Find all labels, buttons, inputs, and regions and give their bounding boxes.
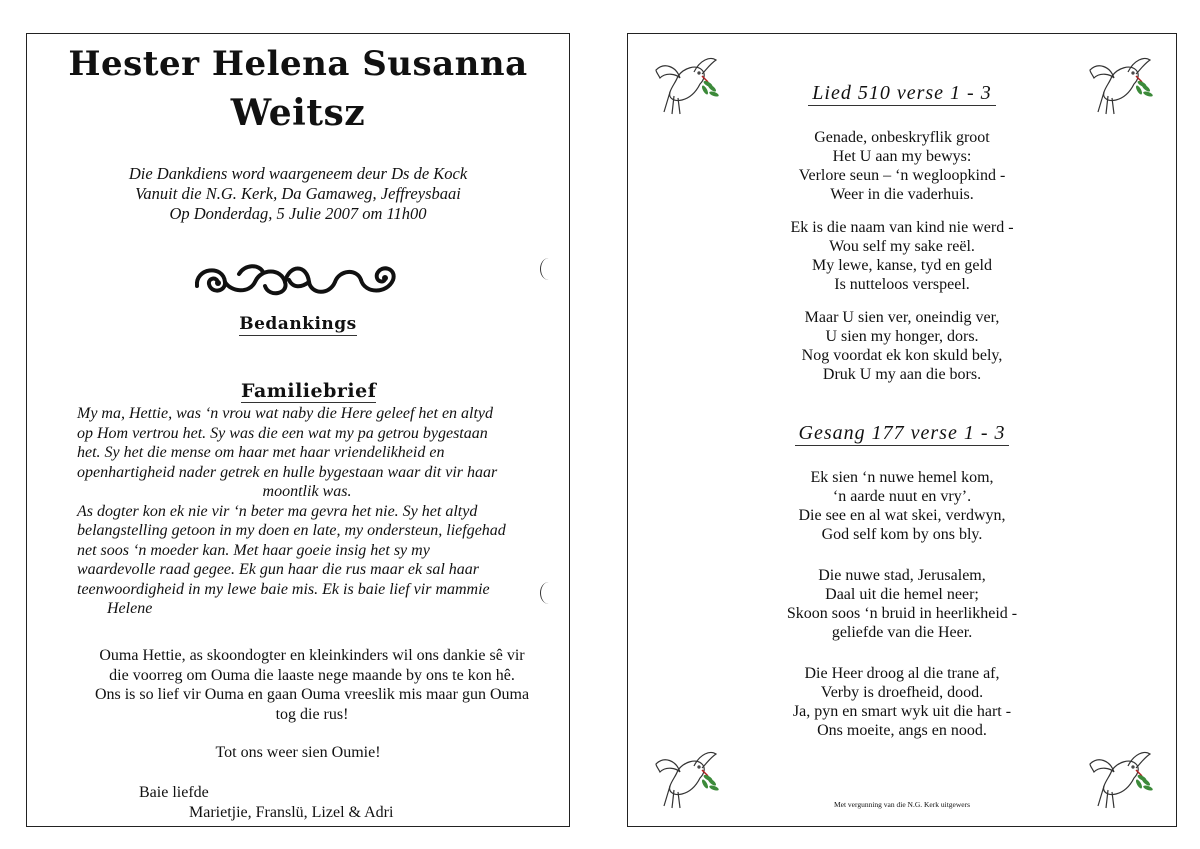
letter-line: openhartigheid nader getrek en hulle bygestaan waar dit vir haar <box>77 463 498 481</box>
signatories: Marietjie, Franslü, Lizel & Adri <box>189 804 394 821</box>
hymn2-verse-1 <box>628 468 1176 544</box>
verse-line: Ja, pyn en smart wyk uit die hart - <box>792 703 1012 720</box>
hymn1-verse-3 <box>628 308 1176 384</box>
letter-line: Helene <box>107 600 153 617</box>
letter-line: My ma, Hettie, was ‘n vrou wat naby die Here geleef het en altyd <box>77 405 494 422</box>
verse-line: Ons moeite, angs en nood. <box>817 722 987 739</box>
verse-line: Genade, onbeskryflik groot <box>814 129 990 146</box>
hymn1-verse-2 <box>628 218 1176 294</box>
verse-line: geliefde van die Heer. <box>831 624 973 641</box>
hymn1-title-text: Lied 510 verse 1 - 3 <box>808 82 995 106</box>
copyright-note: Met vergunning van die N.G. Kerk uitgewers <box>833 800 971 809</box>
service-info-line: Op Donderdag, 5 Julie 2007 om 11h00 <box>169 204 427 223</box>
binding-hole-icon <box>540 258 557 280</box>
verse-line: Weer in die vaderhuis. <box>830 186 974 203</box>
verse-line: U sien my honger, dors. <box>825 328 979 345</box>
family-note <box>82 646 542 724</box>
verse-line: Die see en al wat skei, verdwyn, <box>798 507 1006 524</box>
hymn2-verse-2 <box>628 566 1176 642</box>
letter-line: het. Sy het die mense om haar met haar vriendelikheid en <box>77 444 445 461</box>
letter-line: waardevolle raad gegee. Ek gun haar die rus maar ek sal haar <box>77 561 480 578</box>
letter-line: op Hom vertrou het. Sy was die een wat my pa getrou bygestaan <box>77 424 488 442</box>
note-line: die voorreg om Ouma die laaste nege maande by ons te kon hê. <box>109 666 515 684</box>
verse-line: Verlore seun – ‘n wegloopkind - <box>798 167 1006 184</box>
verse-line: God self kom by ons bly. <box>821 526 983 543</box>
verse-line: Het U aan my bewys: <box>832 148 972 165</box>
deceased-name-line1: Hester Helena Susanna <box>68 44 528 84</box>
service-info <box>27 164 569 224</box>
verse-line: ‘n aarde nuut en vry’. <box>832 488 972 505</box>
note-line: tog die rus! <box>275 705 349 723</box>
verse-line: Verby is droefheid, dood. <box>820 684 984 701</box>
note-line: Ouma Hettie, as skoondogter en kleinkinders wil ons dankie sê vir <box>99 647 525 664</box>
letter-title: Familiebrief <box>241 380 377 402</box>
verse-line: Druk U my aan die bors. <box>822 366 982 383</box>
verse-line: Die Heer droog al die trane af, <box>804 665 1000 682</box>
hymn1-title <box>628 82 1176 105</box>
letter-line: moontlik was. <box>262 483 352 500</box>
letter-line: As dogter kon ek nie vir ‘n beter ma gevra het nie. Sy het altyd <box>77 502 478 520</box>
verse-line: Nog voordat ek kon skuld bely, <box>801 347 1003 364</box>
letter-line: teenwoordigheid in my lewe baie mis. Ek is baie lief vir mammie <box>77 580 490 598</box>
family-letter <box>77 404 537 619</box>
deceased-name-line2: Weitsz <box>230 92 366 134</box>
verse-line: Ek sien ‘n nuwe hemel kom, <box>810 469 994 486</box>
scroll-ornament-icon <box>189 254 404 304</box>
farewell-line: Tot ons weer sien Oumie! <box>215 744 381 761</box>
verse-line: Is nutteloos verspeel. <box>834 276 970 293</box>
verse-line: Die nuwe stad, Jerusalem, <box>818 567 986 584</box>
service-info-line: Die Dankdiens word waargeneem deur Ds de Kock <box>128 164 468 183</box>
service-info-line: Vanuit die N.G. Kerk, Da Gamaweg, Jeffreysbaai <box>135 184 461 203</box>
verse-line: My lewe, kanse, tyd en geld <box>812 257 992 274</box>
section-heading-bedankings <box>27 314 569 334</box>
closing: Baie liefde <box>139 784 209 801</box>
hymn2-title <box>628 422 1176 445</box>
hymn2-verse-3 <box>628 664 1176 740</box>
verse-line: Maar U sien ver, oneindig ver, <box>804 309 1000 326</box>
hymn1-verse-1 <box>628 128 1176 204</box>
bedankings-label: Bedankings <box>239 314 357 334</box>
verse-line: Ek is die naam van kind nie werd - <box>790 219 1014 236</box>
left-page <box>26 33 570 827</box>
verse-line: Skoon soos ‘n bruid in heerlikheid - <box>786 605 1018 622</box>
binding-hole-icon <box>540 582 557 604</box>
verse-line: Wou self my sake reël. <box>829 238 975 255</box>
verse-line: Daal uit die hemel neer; <box>825 586 979 603</box>
letter-line: belangstelling getoon in my doen en late, my ondersteun, liefgehad <box>77 522 506 539</box>
right-page <box>627 33 1177 827</box>
note-line: Ons is so lief vir Ouma en gaan Ouma vreeslik mis maar gun Ouma <box>94 686 530 703</box>
hymn2-title-text: Gesang 177 verse 1 - 3 <box>795 422 1010 446</box>
letter-line: net soos ‘n moeder kan. Met haar goeie insig het sy my <box>77 541 430 559</box>
